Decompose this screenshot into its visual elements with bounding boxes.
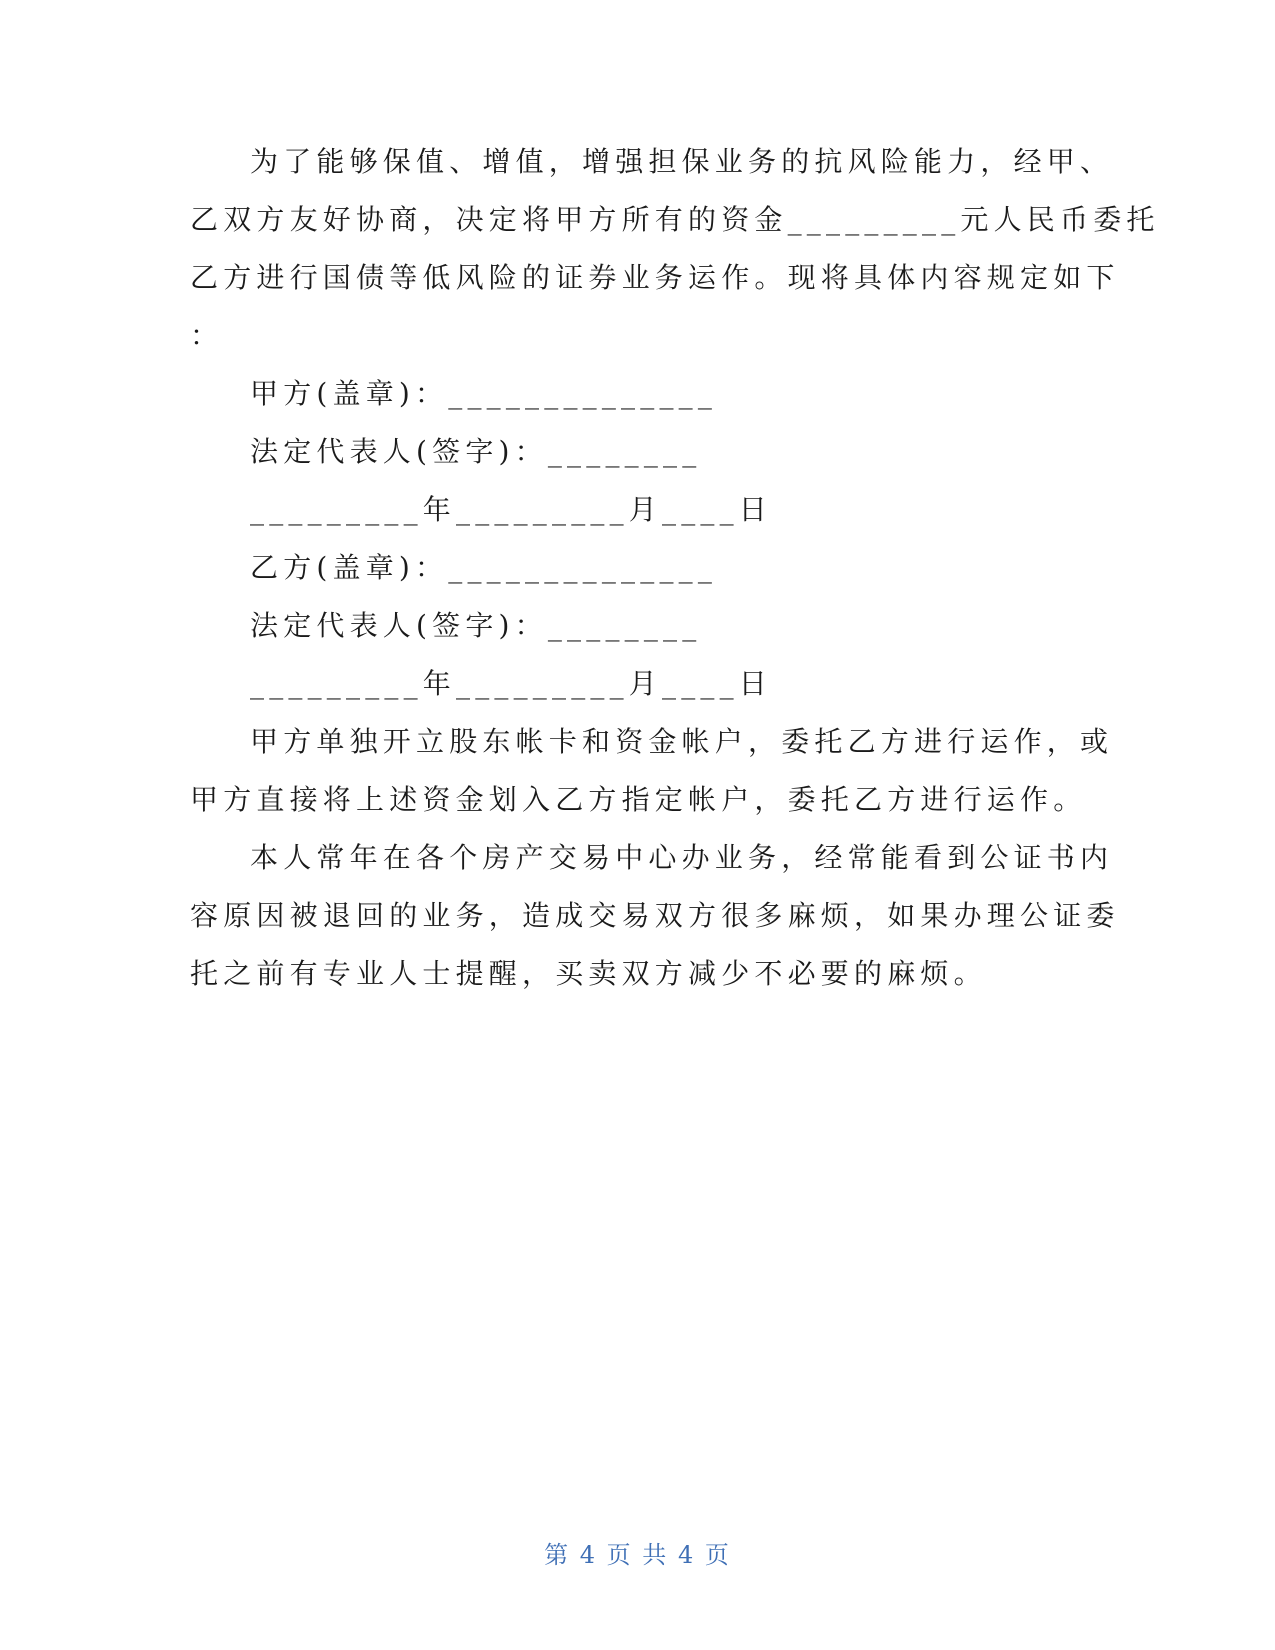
paragraph1-line2: 乙双方友好协商，决定将甲方所有的资金_________元人民币委托 — [190, 203, 1160, 236]
party-a-seal-field: 甲方(盖章)：______________ — [250, 377, 718, 410]
party-b-date-field: _________年_________月____日 — [250, 667, 773, 700]
paragraph2-line1: 甲方单独开立股东帐卡和资金帐户，委托乙方进行运作，或 — [250, 725, 1114, 758]
paragraph1-line1: 为了能够保值、增值，增强担保业务的抗风险能力，经甲、 — [250, 145, 1114, 178]
page-number-footer: 第 4 页 共 4 页 — [544, 1541, 731, 1569]
party-a-date-field: _________年_________月____日 — [250, 493, 773, 526]
paragraph1-line3: 乙方进行国债等低风险的证券业务运作。现将具体内容规定如下 — [190, 261, 1120, 294]
party-b-seal-field: 乙方(盖章)：______________ — [250, 551, 718, 584]
paragraph3-line3: 托之前有专业人士提醒，买卖双方减少不必要的麻烦。 — [190, 957, 987, 990]
paragraph3-line1: 本人常年在各个房产交易中心办业务，经常能看到公证书内 — [250, 841, 1114, 874]
paragraph2-line2: 甲方直接将上述资金划入乙方指定帐户，委托乙方进行运作。 — [190, 783, 1087, 816]
party-a-representative-field: 法定代表人(签字)：________ — [250, 435, 702, 468]
party-b-representative-field: 法定代表人(签字)：________ — [250, 609, 702, 642]
paragraph1-line4: ： — [190, 319, 224, 352]
paragraph3-line2: 容原因被退回的业务，造成交易双方很多麻烦，如果办理公证委 — [190, 899, 1120, 932]
